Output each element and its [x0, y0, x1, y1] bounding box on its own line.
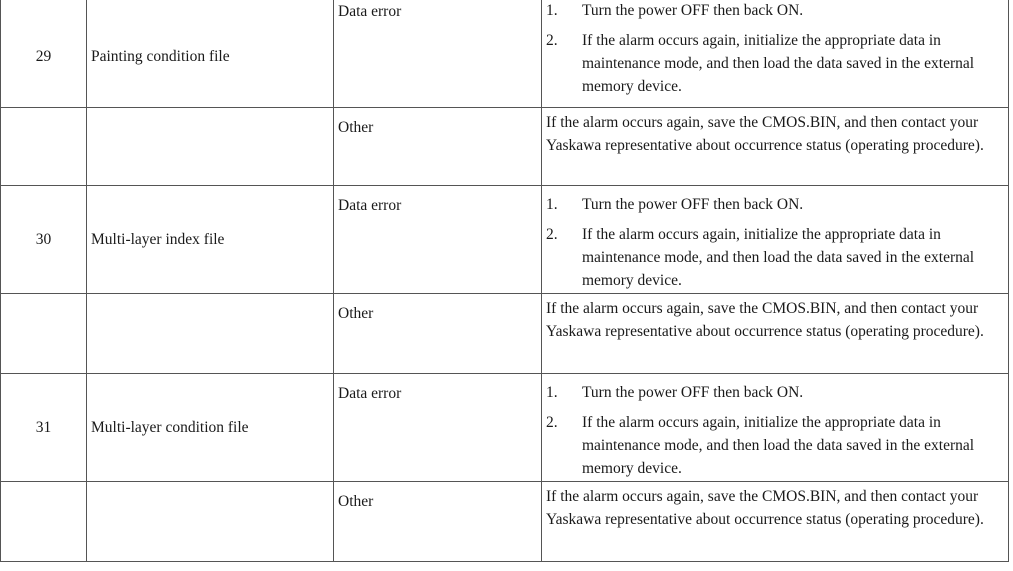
empty-cell — [87, 482, 334, 562]
remedy-step — [546, 29, 1008, 98]
alarm-number: 31 — [1, 374, 87, 482]
step-number: 2. — [546, 414, 558, 431]
table-row-31-data-error — [1, 374, 1009, 482]
file-name: Multi-layer condition file — [87, 374, 334, 482]
remedy-text: If the alarm occurs again, save the CMOS.BIN, and then contact your Yaskawa representative about occurrence status (operating procedure). — [542, 294, 1009, 374]
error-type: Other — [334, 482, 542, 562]
table-row-29-other — [1, 108, 1009, 186]
step-number: 1. — [546, 2, 558, 19]
remedy-steps — [542, 186, 1009, 294]
empty-cell — [1, 294, 87, 374]
step-number: 1. — [546, 384, 558, 401]
step-text: If the alarm occurs again, initialize the appropriate data in maintenance mode, and then load the data saved in the external memory device. — [582, 414, 975, 477]
step-text: If the alarm occurs again, initialize the appropriate data in maintenance mode, and then load the data saved in the external memory device. — [582, 226, 975, 289]
file-name: Painting condition file — [87, 0, 334, 108]
table-row-31-other — [1, 482, 1009, 562]
step-number: 2. — [546, 32, 558, 49]
step-number: 2. — [546, 226, 558, 243]
alarm-number: 30 — [1, 186, 87, 294]
error-type: Data error — [334, 374, 542, 482]
remedy-text: If the alarm occurs again, save the CMOS.BIN, and then contact your Yaskawa representative about occurrence status (operating procedure). — [542, 108, 1009, 186]
remedy-step — [546, 0, 1008, 22]
step-text: Turn the power OFF then back ON. — [582, 384, 804, 401]
table-row-29-data-error — [1, 0, 1009, 108]
remedy-steps — [542, 0, 1009, 108]
step-text: Turn the power OFF then back ON. — [582, 2, 804, 19]
alarm-number: 29 — [1, 0, 87, 108]
step-text: If the alarm occurs again, initialize the appropriate data in maintenance mode, and then load the data saved in the external memory device. — [582, 32, 975, 95]
empty-cell — [87, 108, 334, 186]
empty-cell — [1, 482, 87, 562]
remedy-text: If the alarm occurs again, save the CMOS.BIN, and then contact your Yaskawa representative about occurrence status (operating procedure). — [542, 482, 1009, 562]
step-text: Turn the power OFF then back ON. — [582, 196, 804, 213]
remedy-step — [546, 193, 1008, 216]
table-row-30-other — [1, 294, 1009, 374]
table-row-30-data-error — [1, 186, 1009, 294]
error-type: Data error — [334, 0, 542, 108]
remedy-steps — [542, 374, 1009, 482]
empty-cell — [87, 294, 334, 374]
step-number: 1. — [546, 196, 558, 213]
remedy-step — [546, 223, 1008, 292]
empty-cell — [1, 108, 87, 186]
file-name: Multi-layer index file — [87, 186, 334, 294]
remedy-step — [546, 381, 1008, 404]
error-type: Other — [334, 294, 542, 374]
error-type: Data error — [334, 186, 542, 294]
error-type: Other — [334, 108, 542, 186]
remedy-step — [546, 411, 1008, 480]
